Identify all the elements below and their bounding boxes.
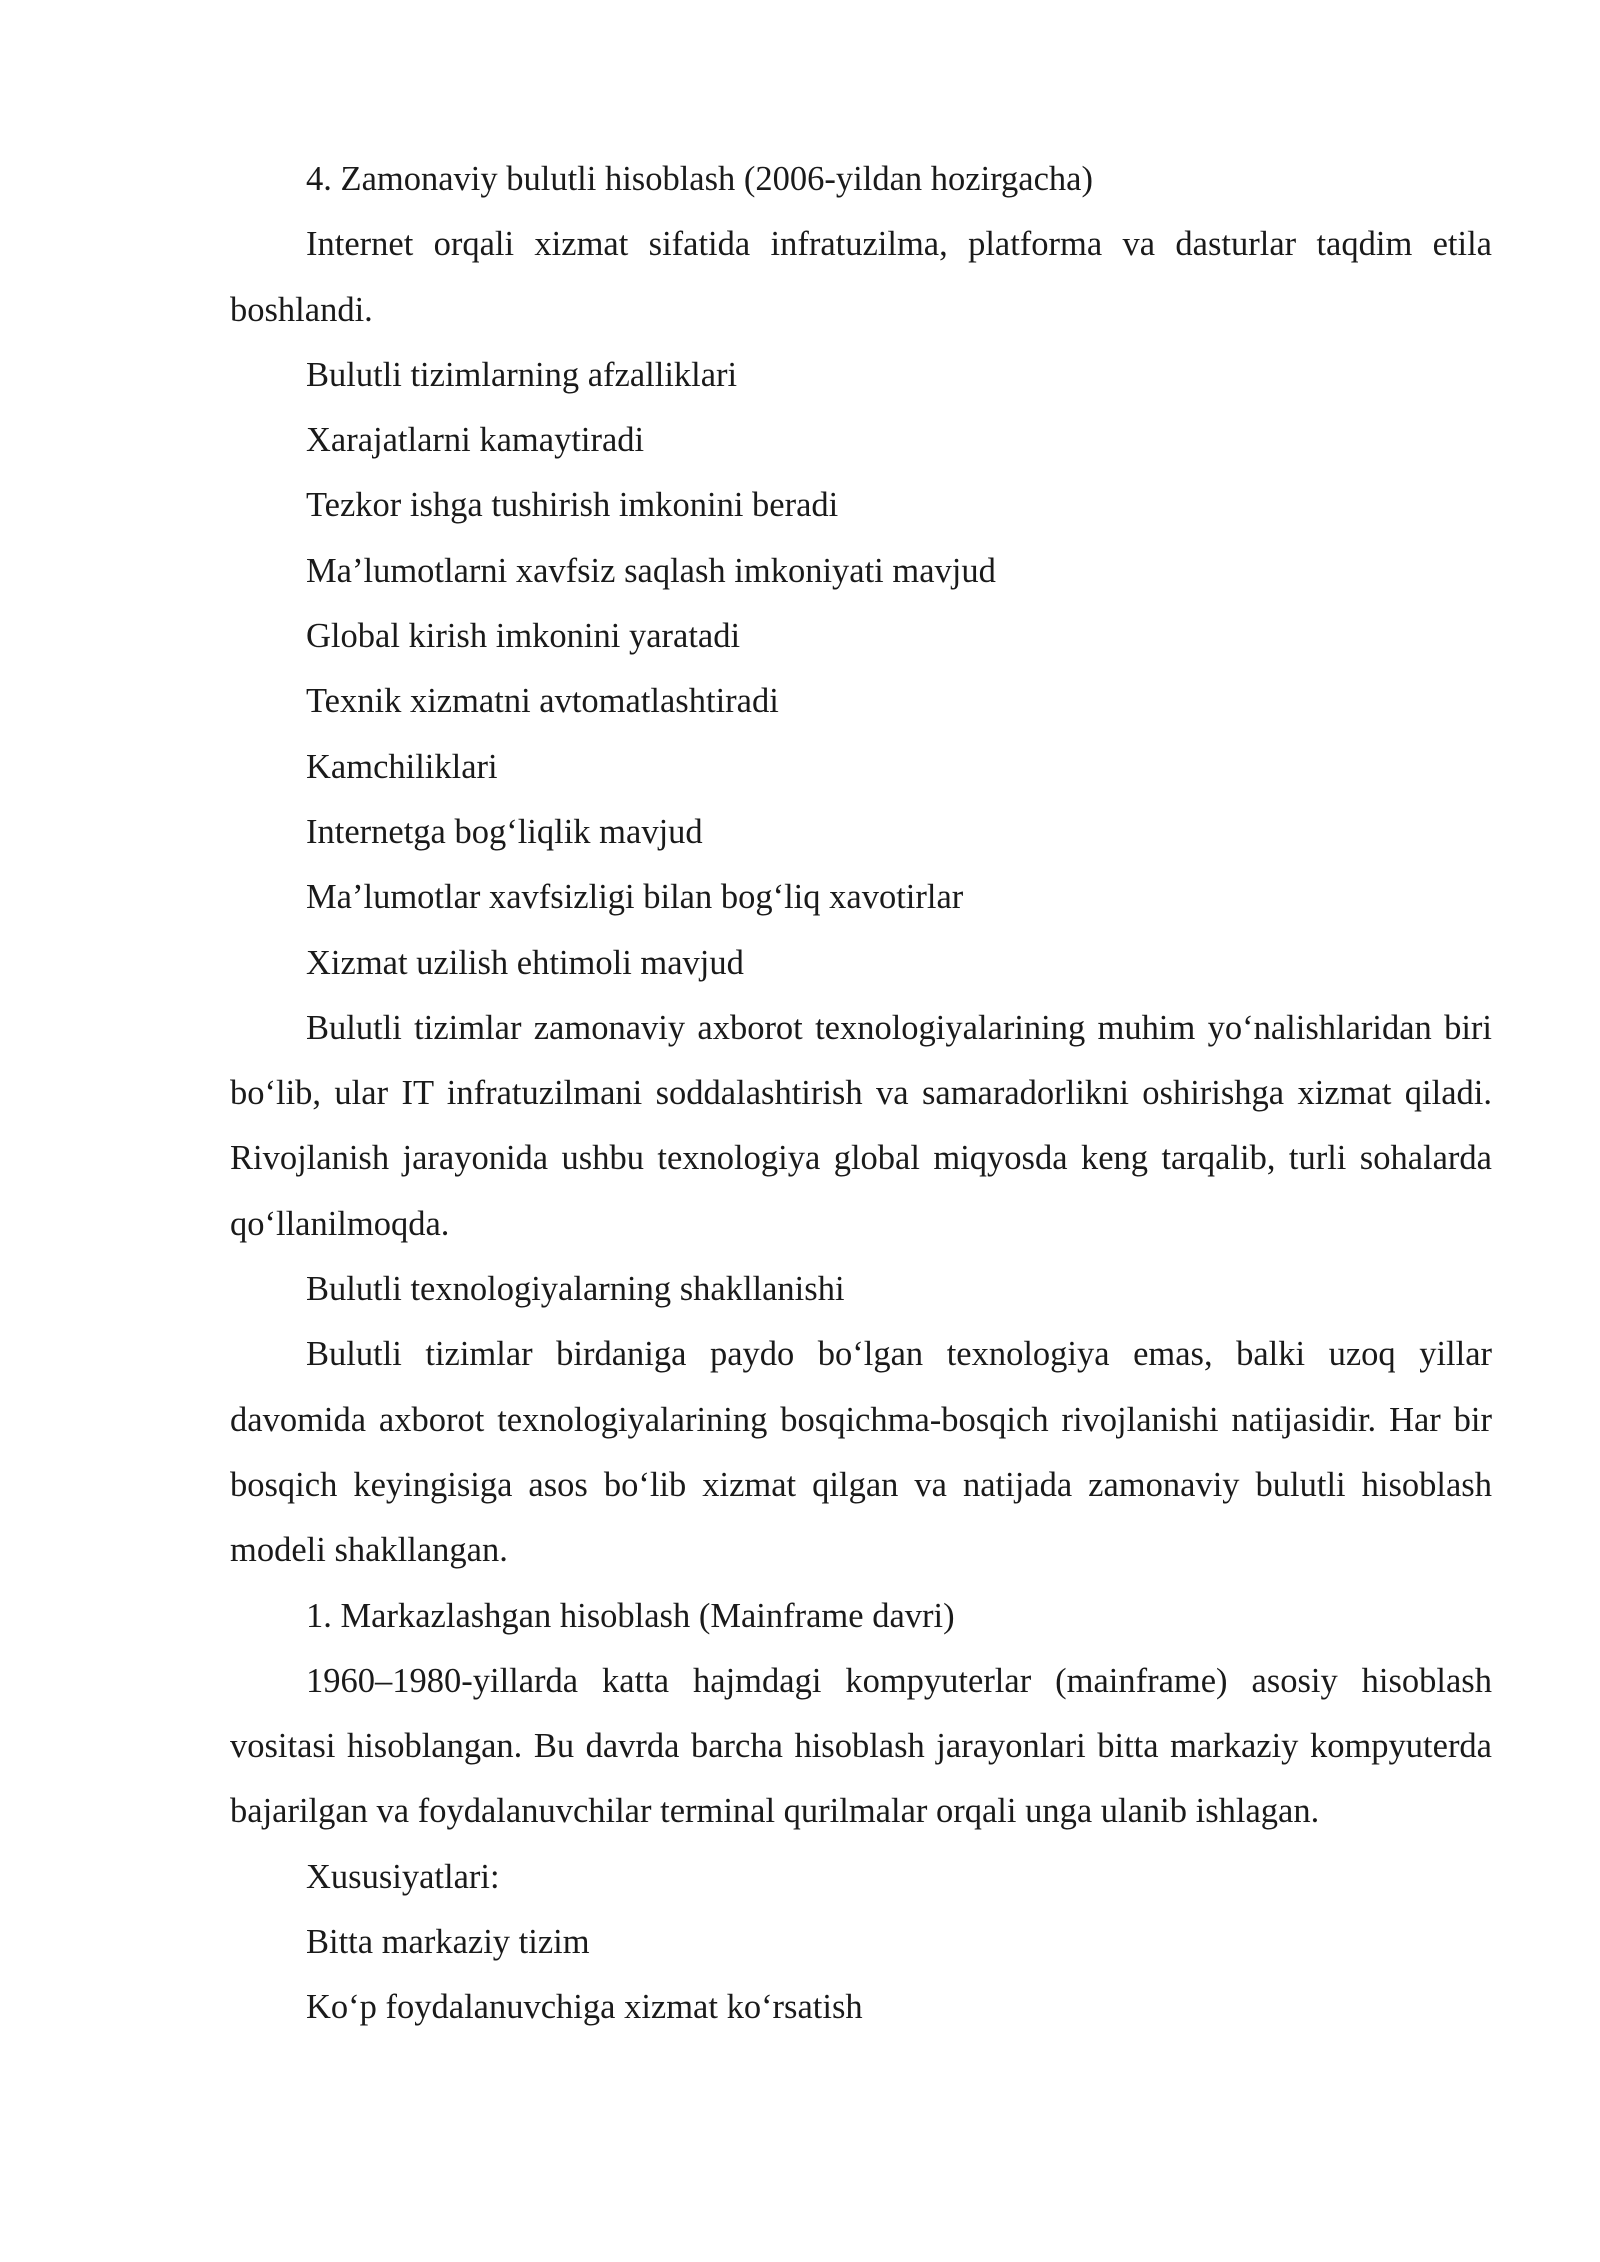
disadvantage-item: Internetga bog‘liqlik mavjud <box>306 812 703 851</box>
heading-advantages: Bulutli tizimlarning afzalliklari <box>306 355 738 394</box>
advantage-item: Ma’lumotlarni xavfsiz saqlash imkoniyati mavjud <box>306 551 996 590</box>
heading-disadvantages: Kamchiliklari <box>306 747 498 786</box>
advantage-item: Tezkor ishga tushirish imkonini beradi <box>306 486 839 525</box>
paragraph-cloud-evolution: Bulutli tizimlar birdaniga paydo bo‘lgan texnologiya emas, balki uzoq yillar davomida axborot texnologiyalarining bosqichma-bosqich rivojlanishi natijasidir. Har bir bosqich keyingisiga asos bo‘lib xizmat qilgan va natijada zamonaviy bulutli hisoblash modeli shakllangan. <box>230 1335 1492 1570</box>
document-body <box>230 147 1492 2041</box>
advantage-item: Texnik xizmatni avtomatlashtiradi <box>306 682 779 721</box>
advantage-item: Global kirish imkonini yaratadi <box>306 617 741 656</box>
feature-item: Ko‘p foydalanuvchiga xizmat ko‘rsatish <box>306 1988 863 2027</box>
paragraph-internet-services: Internet orqali xizmat sifatida infratuzilma, platforma va dasturlar taqdim etila boshlandi. <box>230 225 1492 329</box>
paragraph-mainframe-era: 1960–1980-yillarda katta hajmdagi kompyuterlar (mainframe) asosiy hisoblash vositasi hisoblangan. Bu davrda barcha hisoblash jarayonlari bitta markaziy kompyuterda bajarilgan va foydalanuvchilar terminal qurilmalar orqali unga ulanib ishlagan. <box>230 1661 1492 1831</box>
advantage-item: Xarajatlarni kamaytiradi <box>306 421 645 460</box>
section-heading-mainframe: 1. Markazlashgan hisoblash (Mainframe davri) <box>306 1596 955 1635</box>
disadvantage-item: Ma’lumotlar xavfsizligi bilan bog‘liq xavotirlar <box>306 878 964 917</box>
heading-features: Xususiyatlari: <box>306 1857 500 1896</box>
disadvantage-item: Xizmat uzilish ehtimoli mavjud <box>306 943 744 982</box>
section-heading-modern-cloud: 4. Zamonaviy bulutli hisoblash (2006-yildan hozirgacha) <box>306 160 1093 198</box>
paragraph-cloud-importance: Bulutli tizimlar zamonaviy axborot texnologiyalarining muhim yo‘nalishlaridan biri bo‘lib, ular IT infratuzilmani soddalashtirish va samaradorlikni oshirishga xizmat qiladi. Rivojlanish jarayonida ushbu texnologiya global miqyosda keng tarqalib, turli sohalarda qo‘llanilmoqda. <box>230 1008 1492 1243</box>
heading-cloud-formation: Bulutli texnologiyalarning shakllanishi <box>306 1270 845 1309</box>
feature-item: Bitta markaziy tizim <box>306 1923 590 1962</box>
